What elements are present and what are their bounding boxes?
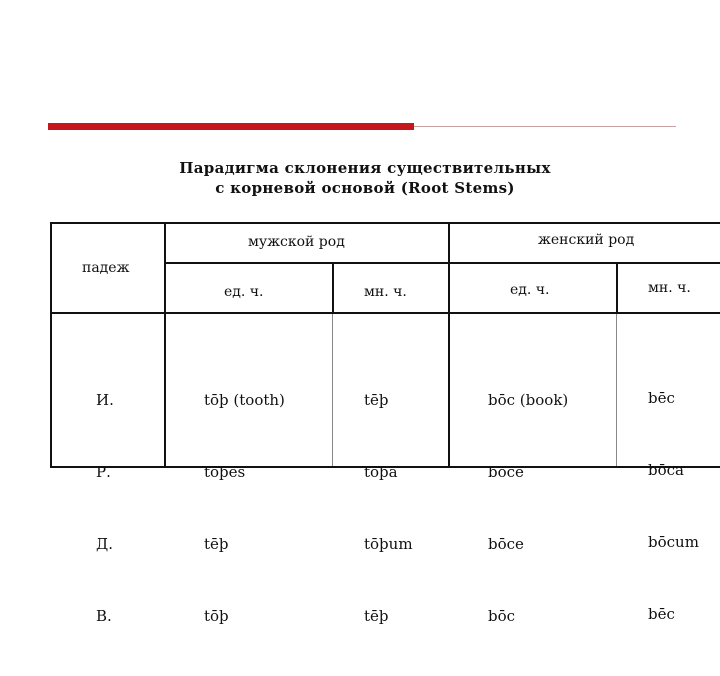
masc-pl-cell: tēþ [364,607,389,625]
fem-pl-cell: bōcum [648,533,699,551]
divider-gender [448,222,450,468]
table-left-border [50,222,52,468]
declension-table [50,218,720,625]
fem-pl-column [648,338,699,674]
masc-sg-cell: tōþes [204,463,246,481]
masc-pl-label: мн. ч. [364,284,407,300]
masc-sg-cell: tēþ [204,535,229,553]
masc-sg-label: ед. ч. [224,284,264,300]
fem-pl-label: мн. ч. [648,280,691,296]
gender-sub-line [166,262,720,264]
divider-case [164,222,166,468]
cases-column [96,340,115,676]
case-cell: Д. [96,535,113,553]
case-header: падеж [82,260,130,276]
title-line-2: с корневой основой (Root Stems) [215,179,515,197]
header-bottom-line [50,312,720,314]
fem-sg-cell: bōc (book) [488,391,569,409]
fem-sg-cell: bōce [488,463,524,481]
fem-pl-cell: bōca [648,461,684,479]
masc-sg-column [204,340,285,676]
case-cell: И. [96,391,114,409]
fem-header: женский род [538,232,635,248]
masc-header: мужской род [248,234,345,250]
accent-line [414,126,676,127]
divider-fem-body [616,314,617,466]
fem-sg-cell: bōce [488,535,524,553]
title-line-1: Парадигма склонения существительных [179,159,551,177]
masc-pl-column [364,340,413,676]
divider-masc-body [332,314,333,466]
masc-sg-cell: tōþ [204,607,229,625]
table-title [150,158,580,198]
case-cell: В. [96,607,112,625]
fem-pl-cell: bēc [648,605,675,623]
fem-sg-label: ед. ч. [510,282,550,298]
fem-pl-cell: bēc [648,389,675,407]
divider-fem [616,264,618,312]
fem-sg-cell: bōc [488,607,516,625]
table-top-border [50,222,720,224]
case-cell: Р. [96,463,111,481]
divider-masc [332,264,334,312]
accent-bar [48,123,414,130]
masc-pl-cell: tēþ [364,391,389,409]
masc-sg-cell: tōþ (tooth) [204,391,285,409]
fem-sg-column [488,340,568,676]
masc-pl-cell: tōþum [364,535,413,553]
masc-pl-cell: tōþa [364,463,398,481]
